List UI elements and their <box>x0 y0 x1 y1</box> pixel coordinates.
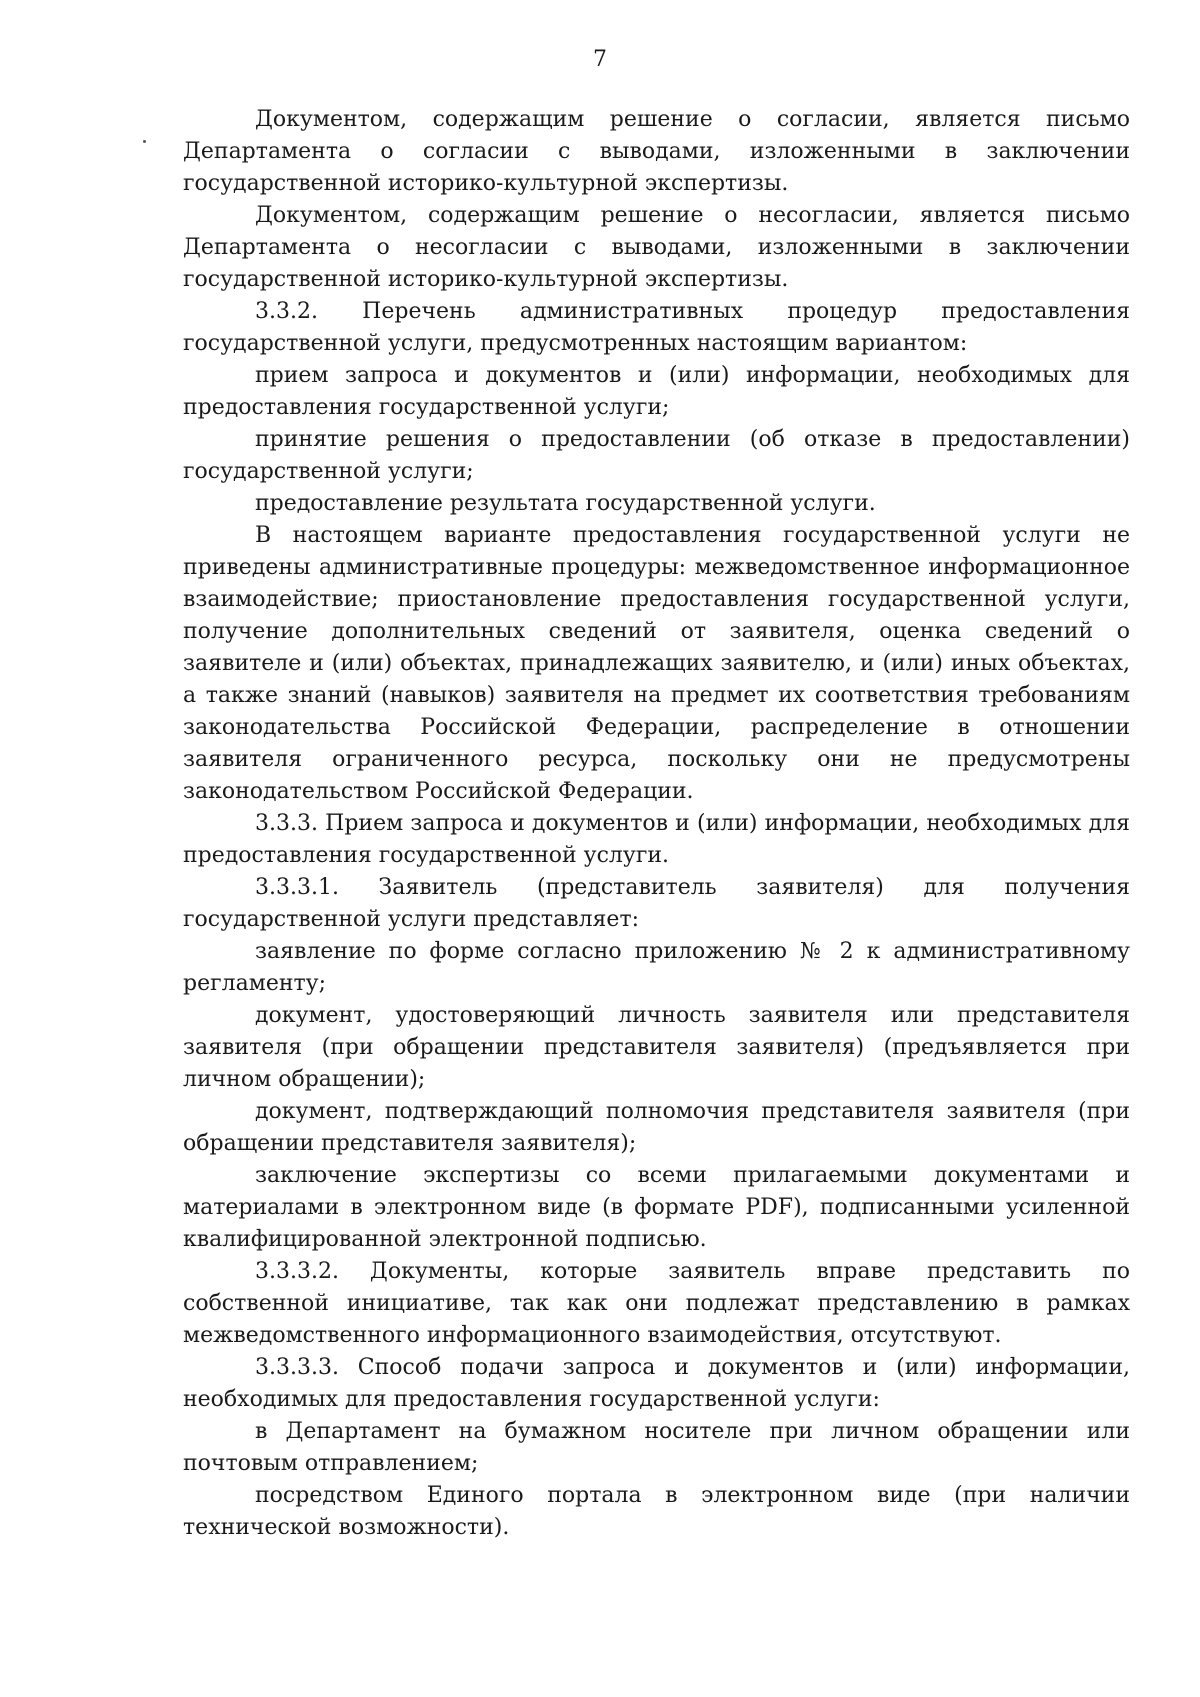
paragraph-excluded-procedures: В настоящем варианте предоставления государственной услуги не приведены административные процедуры: межведомственное информационное взаимодействие; приостановление предоставления государственной услуги, получение дополнительных сведений от заявителя, оценка сведений о заявителе и (или) объектах, принадлежащих заявителю, и (или) иных объектах, а также знаний (навыков) заявителя на предмет их соответствия требованиям законодательства Российской Федерации, распределение в отношении заявителя ограниченного ресурса, поскольку они не предусмотрены законодательством Российской Федерации. <box>183 523 1130 804</box>
paragraph-3-3-3-receipt: 3.3.3. Прием запроса и документов и (или) информации, необходимых для предоставления государственной услуги. <box>183 811 1130 868</box>
paragraph-3-3-3-2-optional-documents: 3.3.3.2. Документы, которые заявитель вправе представить по собственной инициативе, так как они подлежат представлению в рамках межведомственного информационного взаимодействия, отсутствуют. <box>183 1259 1130 1348</box>
paragraph-3-3-2-procedures-list: 3.3.2. Перечень административных процедур предоставления государственной услуги, предусмотренных настоящим вариантом: <box>183 299 1130 356</box>
paragraph-procedure-result: предоставление результата государственной услуги. <box>255 491 876 516</box>
page-number: 7 <box>593 47 607 72</box>
paragraph-application-form: заявление по форме согласно приложению № 2 к административному регламенту; <box>183 939 1130 996</box>
paragraph-identity-document: документ, удостоверяющий личность заявителя или представителя заявителя (при обращении представителя заявителя) (предъявляется при личном обращении); <box>183 1003 1130 1092</box>
paragraph-submission-paper: в Департамент на бумажном носителе при личном обращении или почтовым отправлением; <box>183 1419 1130 1476</box>
paragraph-3-3-3-3-submission-method: 3.3.3.3. Способ подачи запроса и документов и (или) информации, необходимых для предоставления государственной услуги: <box>183 1355 1130 1412</box>
paragraph-procedure-receipt: прием запроса и документов и (или) информации, необходимых для предоставления государственной услуги; <box>183 363 1130 420</box>
paragraph-disagreement-document: Документом, содержащим решение о несогласии, является письмо Департамента о несогласии с выводами, изложенными в заключении государственной историко-культурной экспертизы. <box>183 203 1130 292</box>
paragraph-expertise-conclusion: заключение экспертизы со всеми прилагаемыми документами и материалами в электронном виде (в формате PDF), подписанными усиленной квалифицированной электронной подписью. <box>183 1163 1130 1252</box>
paragraph-consent-document: Документом, содержащим решение о согласии, является письмо Департамента о согласии с выводами, изложенными в заключении государственной историко-культурной экспертизы. <box>183 107 1130 196</box>
paragraph-authority-document: документ, подтверждающий полномочия представителя заявителя (при обращении представителя заявителя); <box>183 1099 1130 1156</box>
scan-speck <box>143 140 146 143</box>
paragraph-procedure-decision: принятие решения о предоставлении (об отказе в предоставлении) государственной услуги; <box>183 427 1130 484</box>
paragraph-3-3-3-1-applicant-submits: 3.3.3.1. Заявитель (представитель заявителя) для получения государственной услуги представляет: <box>183 875 1130 932</box>
paragraph-submission-portal: посредством Единого портала в электронном виде (при наличии технической возможности). <box>183 1483 1130 1540</box>
document-body <box>183 104 1130 1544</box>
